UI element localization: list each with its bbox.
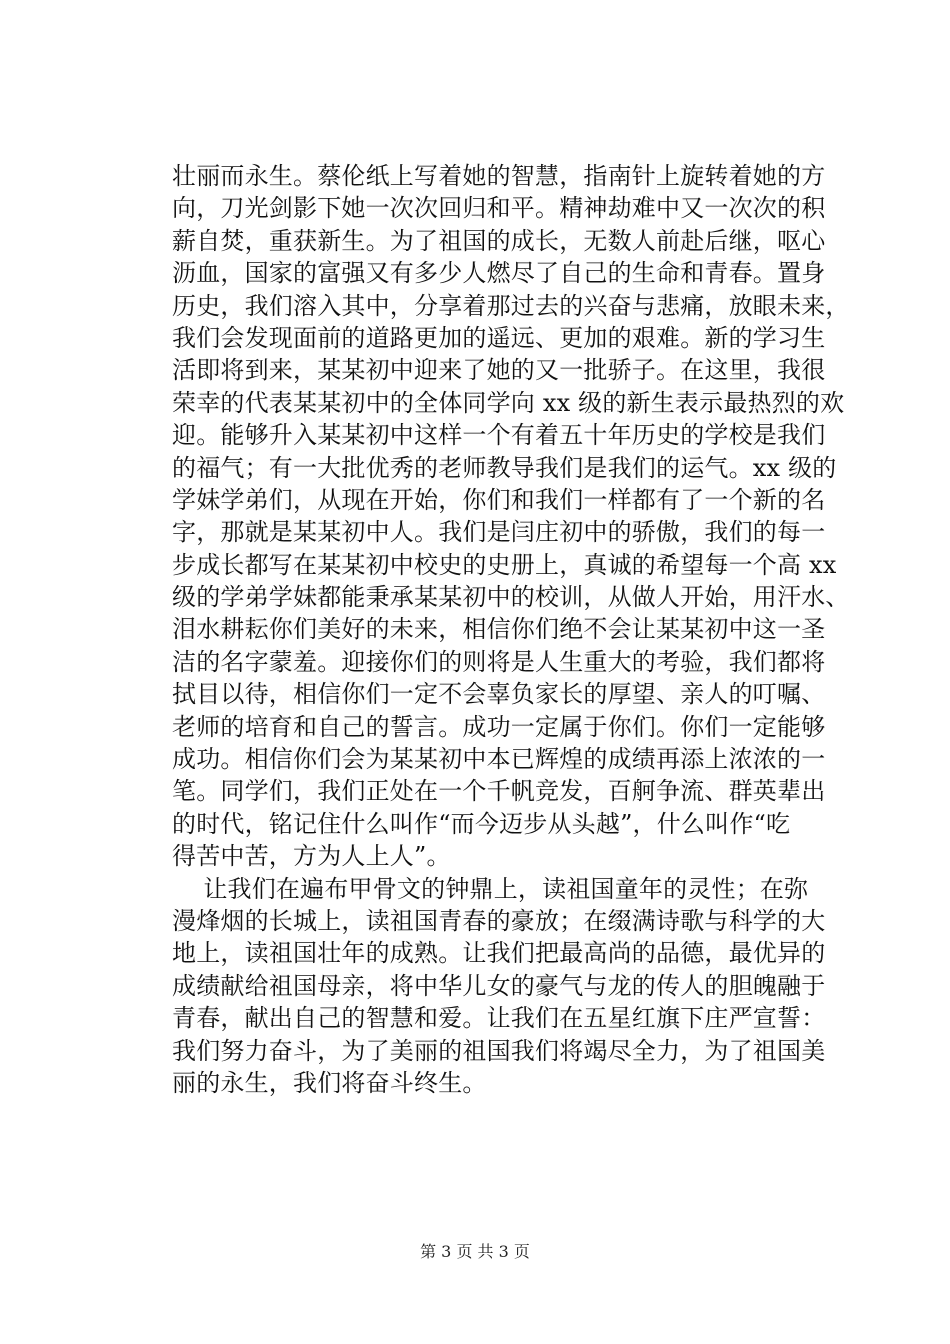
text-line: 字，那就是某某初中人。我们是闫庄初中的骄傲，我们的每一 [172, 518, 826, 547]
paragraph-1 [172, 160, 850, 873]
text-line: 我们努力奋斗，为了美丽的祖国我们将竭尽全力，为了祖国美 [172, 1036, 826, 1065]
text-line: 我们会发现面前的道路更加的遥远、更加的艰难。新的学习生 [172, 323, 826, 352]
text-line: 向，刀光剑影下她一次次回归和平。精神劫难中又一次次的积 [172, 194, 826, 223]
text-line: 壮丽而永生。蔡伦纸上写着她的智慧，指南针上旋转着她的方 [172, 162, 826, 190]
text-line: 历史，我们溶入其中，分享着那过去的兴奋与悲痛，放眼未来， [172, 291, 850, 320]
text-line: 活即将到来，某某初中迎来了她的又一批骄子。在这里，我很 [172, 356, 826, 385]
text-line: 地上，读祖国壮年的成熟。让我们把最高尚的品德，最优异的 [172, 939, 826, 968]
text-line: 青春，献出自己的智慧和爱。让我们在五星红旗下庄严宣誓： [172, 1004, 826, 1033]
text-line: 成功。相信你们会为某某初中本已辉煌的成绩再添上浓浓的一 [172, 745, 826, 774]
page-number-footer: 第 3 页 共 3 页 [420, 1242, 530, 1261]
text-line: 漫烽烟的长城上，读祖国青春的豪放；在缀满诗歌与科学的大 [172, 906, 826, 935]
text-line: 让我们在遍布甲骨文的钟鼎上，读祖国童年的灵性；在弥 [172, 874, 809, 903]
text-line: 成绩献给祖国母亲，将中华儿女的豪气与龙的传人的胆魄融于 [172, 971, 826, 1000]
text-line: 的时代，铭记住什么叫作“而今迈步从头越”，什么叫作“吃 [172, 809, 791, 838]
text-line: 丽的永生，我们将奋斗终生。 [172, 1068, 487, 1097]
text-line: 沥血，国家的富强又有多少人燃尽了自己的生命和青春。置身 [172, 259, 826, 288]
text-line: 老师的培育和自己的誓言。成功一定属于你们。你们一定能够 [172, 712, 826, 741]
text-line: 笔。同学们，我们正处在一个千帆竞发，百舸争流、群英辈出 [172, 777, 826, 806]
text-line: 步成长都写在某某初中校史的史册上，真诚的希望每一个高 xx [172, 550, 837, 579]
text-line: 级的学弟学妹都能秉承某某初中的校训，从做人开始，用汗水、 [172, 583, 850, 612]
text-line: 拭目以待，相信你们一定不会辜负家长的厚望、亲人的叮嘱、 [172, 680, 826, 709]
text-line: 泪水耕耘你们美好的未来，相信你们绝不会让某某初中这一圣 [172, 615, 826, 644]
document-body [172, 160, 850, 1099]
paragraph-2 [172, 873, 826, 1100]
text-line: 洁的名字蒙羞。迎接你们的则将是人生重大的考验，我们都将 [172, 647, 826, 676]
text-line: 荣幸的代表某某初中的全体同学向 xx 级的新生表示最热烈的欢 [172, 388, 845, 417]
text-line: 薪自焚，重获新生。为了祖国的成长，无数人前赴后继，呕心 [172, 226, 826, 255]
text-line: 的福气；有一大批优秀的老师教导我们是我们的运气。xx 级的 [172, 453, 837, 482]
text-line: 迎。能够升入某某初中这样一个有着五十年历史的学校是我们 [172, 421, 826, 450]
text-line: 得苦中苦，方为人上人”。 [172, 842, 451, 871]
text-line: 学妹学弟们，从现在开始，你们和我们一样都有了一个新的名 [172, 485, 826, 514]
